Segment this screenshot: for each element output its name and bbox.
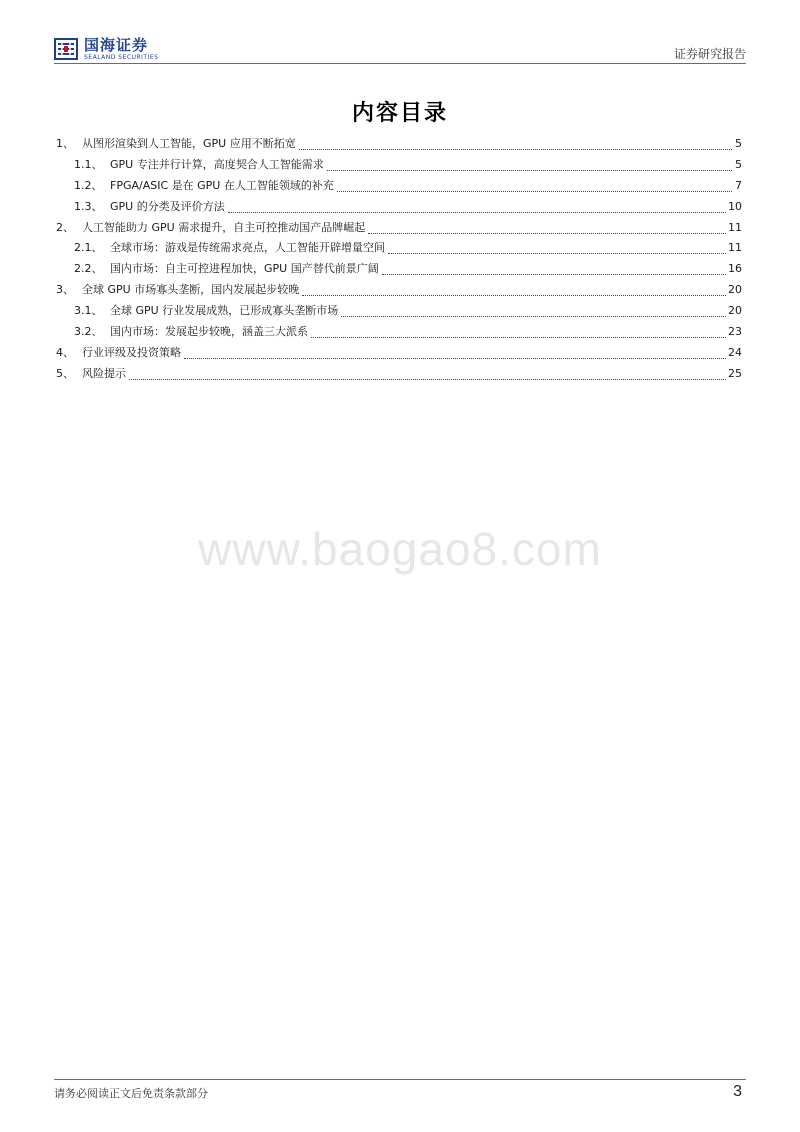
toc-entry-page: 11: [728, 220, 742, 234]
toc-dot-leader: [228, 212, 726, 213]
toc-entry-number: 3、: [56, 283, 74, 297]
toc-dot-leader: [129, 379, 726, 380]
footer-divider: [54, 1079, 746, 1080]
toc-entry-page: 7: [735, 178, 742, 192]
brand-name-cn: 国海证券: [84, 35, 149, 54]
toc-entry-number: 1、: [56, 137, 74, 150]
toc-entry-number: 2.1、: [74, 241, 103, 255]
page-header: [54, 34, 746, 66]
toc-dot-leader: [311, 337, 726, 338]
toc-entry-label: 国内市场：自主可控进程加快，GPU 国产替代前景广阔: [110, 262, 379, 276]
toc-entry-number: 3.2、: [74, 325, 103, 339]
header-divider: [54, 63, 746, 64]
toc-entry-page: 20: [728, 283, 742, 297]
toc-title: 内容目录: [351, 101, 448, 126]
toc-entry[interactable]: [56, 323, 742, 344]
toc-entry-label: GPU 专注并行计算，高度契合人工智能需求: [110, 157, 324, 171]
toc-entry-label: 全球 GPU 行业发展成熟，已形成寡头垄断市场: [110, 304, 339, 318]
toc-entry[interactable]: [56, 156, 742, 177]
toc-entry-label: 风险提示: [82, 366, 126, 380]
toc-entry-label: 全球市场：游戏是传统需求亮点，人工智能开辟增量空间: [110, 241, 385, 255]
toc-entry[interactable]: [56, 344, 742, 365]
toc-entry[interactable]: [56, 365, 742, 386]
toc-entry-page: 5: [735, 137, 742, 150]
toc-dot-leader: [299, 149, 732, 150]
page-number: 3: [733, 1083, 742, 1100]
toc-entry-label: 全球 GPU 市场寡头垄断，国内发展起步较晚: [82, 283, 300, 297]
watermark: www.baogao8.com: [198, 523, 602, 575]
brand-logo: [54, 34, 158, 64]
toc-entry-label: 行业评级及投资策略: [82, 345, 181, 359]
report-type-label: 证券研究报告: [673, 47, 746, 61]
toc-entry-label: 从图形渲染到人工智能，GPU 应用不断拓宽: [82, 137, 296, 150]
toc-entry[interactable]: [56, 135, 742, 156]
toc-entry-page: 24: [728, 345, 742, 359]
toc-entry-page: 25: [728, 366, 742, 380]
toc-entry-page: 11: [728, 241, 742, 255]
toc-entry-label: FPGA/ASIC 是在 GPU 在人工智能领域的补充: [110, 178, 334, 192]
toc-dot-leader: [327, 170, 732, 171]
toc-dot-leader: [368, 233, 726, 234]
sealand-logo-icon: [54, 37, 78, 61]
toc-entry-page: 23: [728, 325, 742, 339]
toc-entry[interactable]: [56, 302, 742, 323]
toc-dot-leader: [184, 358, 726, 359]
toc-dot-leader: [388, 253, 726, 254]
toc-entry-label: 国内市场：发展起步较晚，涵盖三大派系: [110, 325, 308, 339]
toc-entry-page: 20: [728, 304, 742, 318]
table-of-contents: [56, 135, 742, 386]
toc-entry-number: 2.2、: [74, 262, 103, 276]
toc-entry-number: 3.1、: [74, 304, 103, 318]
toc-entry[interactable]: [56, 239, 742, 260]
toc-entry[interactable]: [56, 177, 742, 198]
toc-entry-label: 人工智能助力 GPU 需求提升，自主可控推动国产品牌崛起: [82, 220, 366, 234]
toc-entry-number: 1.3、: [74, 199, 103, 213]
toc-entry[interactable]: [56, 198, 742, 219]
toc-dot-leader: [382, 274, 726, 275]
toc-entry-page: 16: [728, 262, 742, 276]
toc-entry-number: 5、: [56, 366, 74, 380]
toc-entry-label: GPU 的分类及评价方法: [110, 199, 225, 213]
toc-entry-number: 1.2、: [74, 178, 103, 192]
brand-name-en: SEALAND SECURITIES: [84, 53, 159, 61]
toc-dot-leader: [337, 191, 732, 192]
toc-entry[interactable]: [56, 281, 742, 302]
toc-entry-page: 5: [735, 157, 742, 171]
toc-entry[interactable]: [56, 260, 742, 281]
toc-dot-leader: [341, 316, 726, 317]
toc-entry-number: 2、: [56, 220, 74, 234]
toc-entry[interactable]: [56, 219, 742, 240]
toc-entry-number: 1.1、: [74, 157, 103, 171]
toc-entry-number: 4、: [56, 345, 74, 359]
toc-dot-leader: [302, 295, 726, 296]
footer-disclaimer: 请务必阅读正文后免责条款部分: [54, 1087, 208, 1100]
toc-entry-page: 10: [728, 199, 742, 213]
